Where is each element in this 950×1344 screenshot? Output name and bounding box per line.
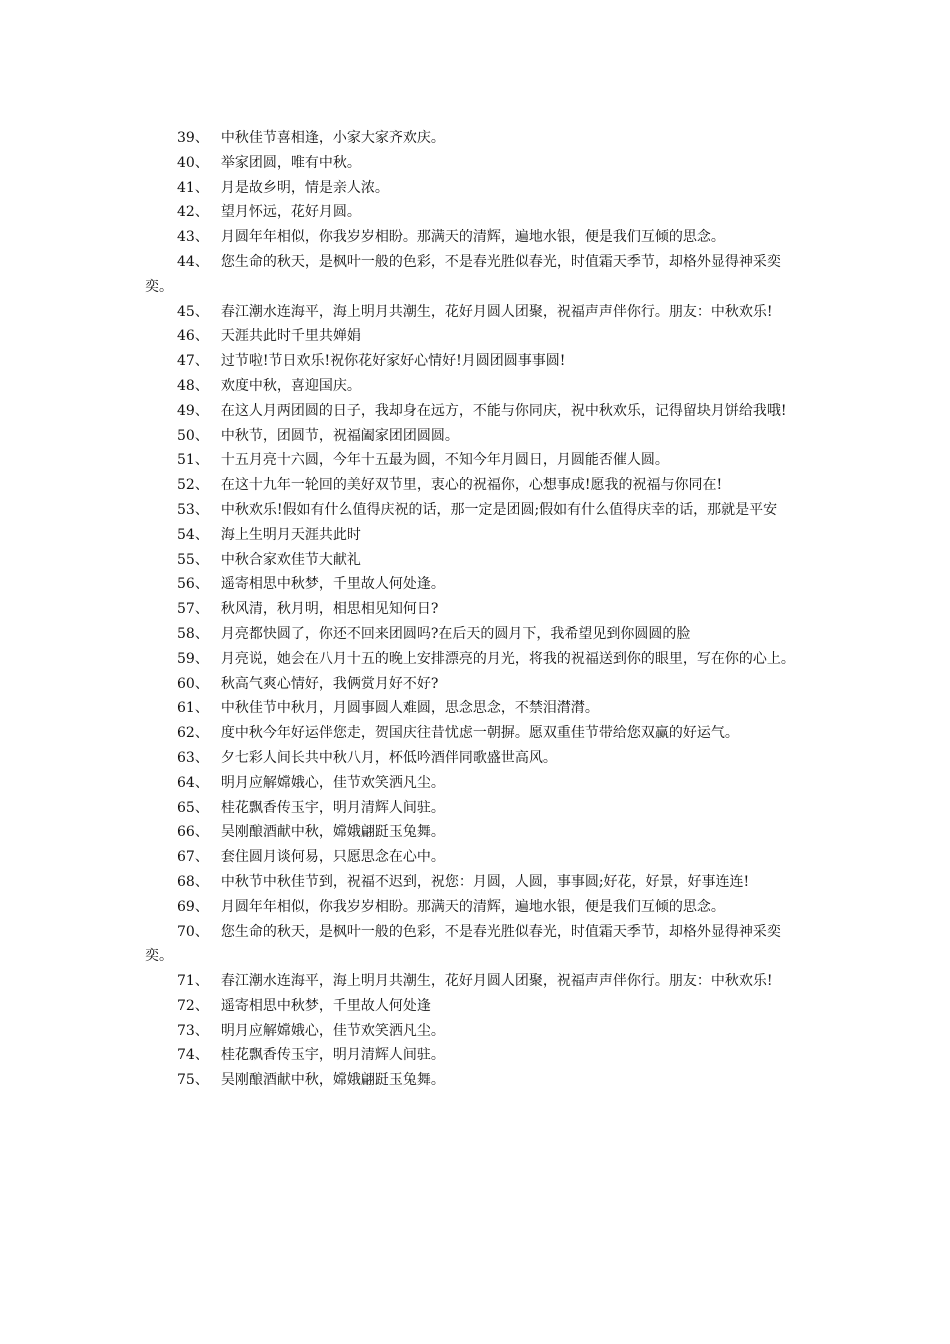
- list-item: [145, 523, 807, 548]
- item-number: 53: [177, 501, 195, 518]
- list-item: [145, 126, 807, 151]
- list-item: [145, 300, 807, 325]
- item-number: 70: [177, 923, 195, 940]
- item-text: 中秋欢乐!假如有什么值得庆祝的话，那一定是团圆;假如有什么值得庆幸的话，那就是平安: [220, 501, 778, 518]
- list-item: [145, 548, 807, 573]
- item-number: 57: [177, 601, 195, 618]
- item-text: 秋风清，秋月明，相思相见知何日?: [220, 601, 439, 618]
- item-text: 中秋节，团圆节，祝福阖家团团圆圆。: [220, 427, 459, 444]
- item-separator: 、: [194, 179, 209, 196]
- list-item: [145, 498, 807, 523]
- item-text: 中秋佳节中秋月，月圆事圆人难圆，思念思念，不禁泪潸潸。: [220, 700, 599, 717]
- item-separator: 、: [194, 204, 209, 221]
- item-separator: 、: [194, 625, 209, 642]
- list-item: [145, 672, 807, 697]
- item-number: 71: [177, 973, 195, 990]
- list-item: [145, 572, 807, 597]
- list-item: [145, 647, 807, 672]
- list-item: [145, 1019, 807, 1044]
- item-number: 50: [177, 427, 195, 444]
- list-item: [145, 250, 807, 300]
- item-text: 遥寄相思中秋梦，千里故人何处逢: [220, 997, 431, 1014]
- list-item: [145, 870, 807, 895]
- item-separator: 、: [194, 377, 209, 394]
- list-item: [145, 151, 807, 176]
- item-text: 天涯共此时千里共婵娟: [220, 328, 361, 345]
- item-separator: 、: [194, 328, 209, 345]
- list-item: [145, 1068, 807, 1093]
- item-separator: 、: [194, 923, 209, 940]
- list-item: [145, 895, 807, 920]
- list-item: [145, 399, 807, 424]
- list-item: [145, 820, 807, 845]
- item-number: 43: [177, 229, 195, 246]
- item-separator: 、: [194, 997, 209, 1014]
- list-item: [145, 448, 807, 473]
- list-item: [145, 473, 807, 498]
- item-separator: 、: [194, 725, 209, 742]
- item-number: 39: [177, 130, 195, 146]
- item-separator: 、: [194, 774, 209, 791]
- list-item: [145, 845, 807, 870]
- item-number: 40: [177, 154, 195, 171]
- document-page: [145, 126, 807, 1093]
- item-number: 68: [177, 873, 195, 890]
- item-separator: 、: [194, 402, 209, 419]
- item-separator: 、: [194, 353, 209, 370]
- item-text: 套住圆月谈何易，只愿思念在心中。: [220, 849, 445, 866]
- list-item: [145, 994, 807, 1019]
- item-text: 中秋节中秋佳节到，祝福不迟到，祝您：月圆，人圆，事事圆;好花，好景，好事连连!: [220, 873, 750, 890]
- item-separator: 、: [194, 526, 209, 543]
- item-text: 秋高气爽心情好，我俩赏月好不好?: [220, 675, 439, 692]
- item-number: 59: [177, 650, 195, 667]
- item-number: 42: [177, 204, 195, 221]
- item-text: 月亮说，她会在八月十五的晚上安排漂亮的月光，将我的祝福送到你的眼里，写在你的心上。: [220, 650, 795, 667]
- item-number: 66: [177, 824, 195, 841]
- item-number: 61: [177, 700, 195, 717]
- item-number: 51: [177, 452, 195, 469]
- item-separator: 、: [194, 973, 209, 990]
- item-number: 52: [177, 477, 195, 494]
- item-separator: 、: [194, 675, 209, 692]
- item-text: 明月应解嫦娥心，佳节欢笑洒凡尘。: [220, 774, 445, 791]
- item-text: 月圆年年相似，你我岁岁相盼。那满天的清辉，遍地水银，便是我们互倾的思念。: [220, 229, 725, 246]
- item-number: 73: [177, 1022, 195, 1039]
- item-number: 46: [177, 328, 195, 345]
- item-text: 明月应解嫦娥心，佳节欢笑洒凡尘。: [220, 1022, 445, 1039]
- item-text: 在这十九年一轮回的美好双节里，衷心的祝福你，心想事成!愿我的祝福与你同在!: [220, 477, 723, 494]
- list-item: [145, 349, 807, 374]
- item-text: 度中秋今年好运伴您走，贺国庆往昔忧虑一朝摒。愿双重佳节带给您双赢的好运气。: [220, 725, 739, 742]
- item-text: 过节啦!节日欢乐!祝你花好家好心情好!月圆团圆事事圆!: [220, 353, 566, 370]
- item-number: 41: [177, 179, 195, 196]
- item-separator: 、: [194, 898, 209, 915]
- item-number: 64: [177, 774, 195, 791]
- item-text: 春江潮水连海平，海上明月共潮生，花好月圆人团聚，祝福声声伴你行。朋友：中秋欢乐!: [220, 973, 773, 990]
- item-text: 望月怀远，花好月圆。: [220, 204, 361, 221]
- item-number: 54: [177, 526, 195, 543]
- item-separator: 、: [194, 749, 209, 766]
- list-item: [145, 324, 807, 349]
- item-separator: 、: [194, 700, 209, 717]
- item-number: 60: [177, 675, 195, 692]
- list-item: [145, 969, 807, 994]
- item-separator: 、: [194, 849, 209, 866]
- item-separator: 、: [194, 253, 209, 270]
- item-separator: 、: [194, 873, 209, 890]
- item-number: 55: [177, 551, 195, 568]
- item-number: 58: [177, 625, 195, 642]
- item-separator: 、: [194, 130, 209, 146]
- list-item: [145, 920, 807, 970]
- item-separator: 、: [194, 650, 209, 667]
- list-item: [145, 1043, 807, 1068]
- item-text: 桂花飘香传玉宇，明月清辉人间驻。: [220, 799, 445, 816]
- list-item: [145, 771, 807, 796]
- item-number: 45: [177, 303, 195, 320]
- item-number: 63: [177, 749, 195, 766]
- item-number: 67: [177, 849, 195, 866]
- item-separator: 、: [194, 427, 209, 444]
- item-separator: 、: [194, 303, 209, 320]
- item-separator: 、: [194, 551, 209, 568]
- list-item: [145, 622, 807, 647]
- item-separator: 、: [194, 452, 209, 469]
- list-item: [145, 696, 807, 721]
- item-number: 72: [177, 997, 195, 1014]
- item-number: 47: [177, 353, 195, 370]
- item-separator: 、: [194, 501, 209, 518]
- item-separator: 、: [194, 824, 209, 841]
- item-separator: 、: [194, 1022, 209, 1039]
- list-item: [145, 597, 807, 622]
- list-item: [145, 424, 807, 449]
- item-number: 49: [177, 402, 195, 419]
- list-item: [145, 225, 807, 250]
- item-number: 75: [177, 1072, 195, 1089]
- item-separator: 、: [194, 154, 209, 171]
- item-separator: 、: [194, 576, 209, 593]
- item-text: 春江潮水连海平，海上明月共潮生，花好月圆人团聚，祝福声声伴你行。朋友：中秋欢乐!: [220, 303, 773, 320]
- item-text: 您生命的秋天，是枫叶一般的色彩，不是春光胜似春光，时值霜天季节，却格外显得神采奕奕。: [145, 253, 781, 295]
- item-text: 在这人月两团圆的日子，我却身在远方，不能与你同庆，祝中秋欢乐，记得留块月饼给我哦!: [220, 402, 787, 419]
- item-number: 74: [177, 1047, 195, 1064]
- item-number: 65: [177, 799, 195, 816]
- list-item: [145, 796, 807, 821]
- list-item: [145, 374, 807, 399]
- item-separator: 、: [194, 229, 209, 246]
- item-separator: 、: [194, 799, 209, 816]
- item-text: 中秋佳节喜相逢，小家大家齐欢庆。: [220, 130, 445, 146]
- item-number: 69: [177, 898, 195, 915]
- item-separator: 、: [194, 1047, 209, 1064]
- item-separator: 、: [194, 1072, 209, 1089]
- item-text: 您生命的秋天，是枫叶一般的色彩，不是春光胜似春光，时值霜天季节，却格外显得神采奕奕。: [145, 923, 781, 965]
- item-text: 月圆年年相似，你我岁岁相盼。那满天的清辉，遍地水银，便是我们互倾的思念。: [220, 898, 725, 915]
- item-separator: 、: [194, 477, 209, 494]
- item-text: 海上生明月天涯共此时: [220, 526, 361, 543]
- item-text: 吴刚酿酒献中秋，嫦娥翩跹玉兔舞。: [220, 824, 445, 841]
- item-text: 十五月亮十六圆，今年十五最为圆，不知今年月圆日，月圆能否催人圆。: [220, 452, 669, 469]
- item-text: 欢度中秋，喜迎国庆。: [220, 377, 361, 394]
- item-number: 44: [177, 253, 195, 270]
- greeting-list: [145, 126, 807, 1093]
- item-number: 62: [177, 725, 195, 742]
- item-text: 桂花飘香传玉宇，明月清辉人间驻。: [220, 1047, 445, 1064]
- item-number: 48: [177, 377, 195, 394]
- item-text: 月亮都快圆了，你还不回来团圆吗?在后天的圆月下，我希望见到你圆圆的脸: [220, 625, 691, 642]
- list-item: [145, 176, 807, 201]
- item-text: 吴刚酿酒献中秋，嫦娥翩跹玉兔舞。: [220, 1072, 445, 1089]
- item-number: 56: [177, 576, 195, 593]
- item-text: 中秋合家欢佳节大献礼: [220, 551, 361, 568]
- list-item: [145, 746, 807, 771]
- item-text: 月是故乡明，情是亲人浓。: [220, 179, 389, 196]
- item-text: 遥寄相思中秋梦，千里故人何处逢。: [220, 576, 445, 593]
- list-item: [145, 200, 807, 225]
- item-text: 夕七彩人间长共中秋八月，杯低吟酒伴同歌盛世高风。: [220, 749, 557, 766]
- list-item: [145, 721, 807, 746]
- item-text: 举家团圆，唯有中秋。: [220, 154, 361, 171]
- item-separator: 、: [194, 601, 209, 618]
